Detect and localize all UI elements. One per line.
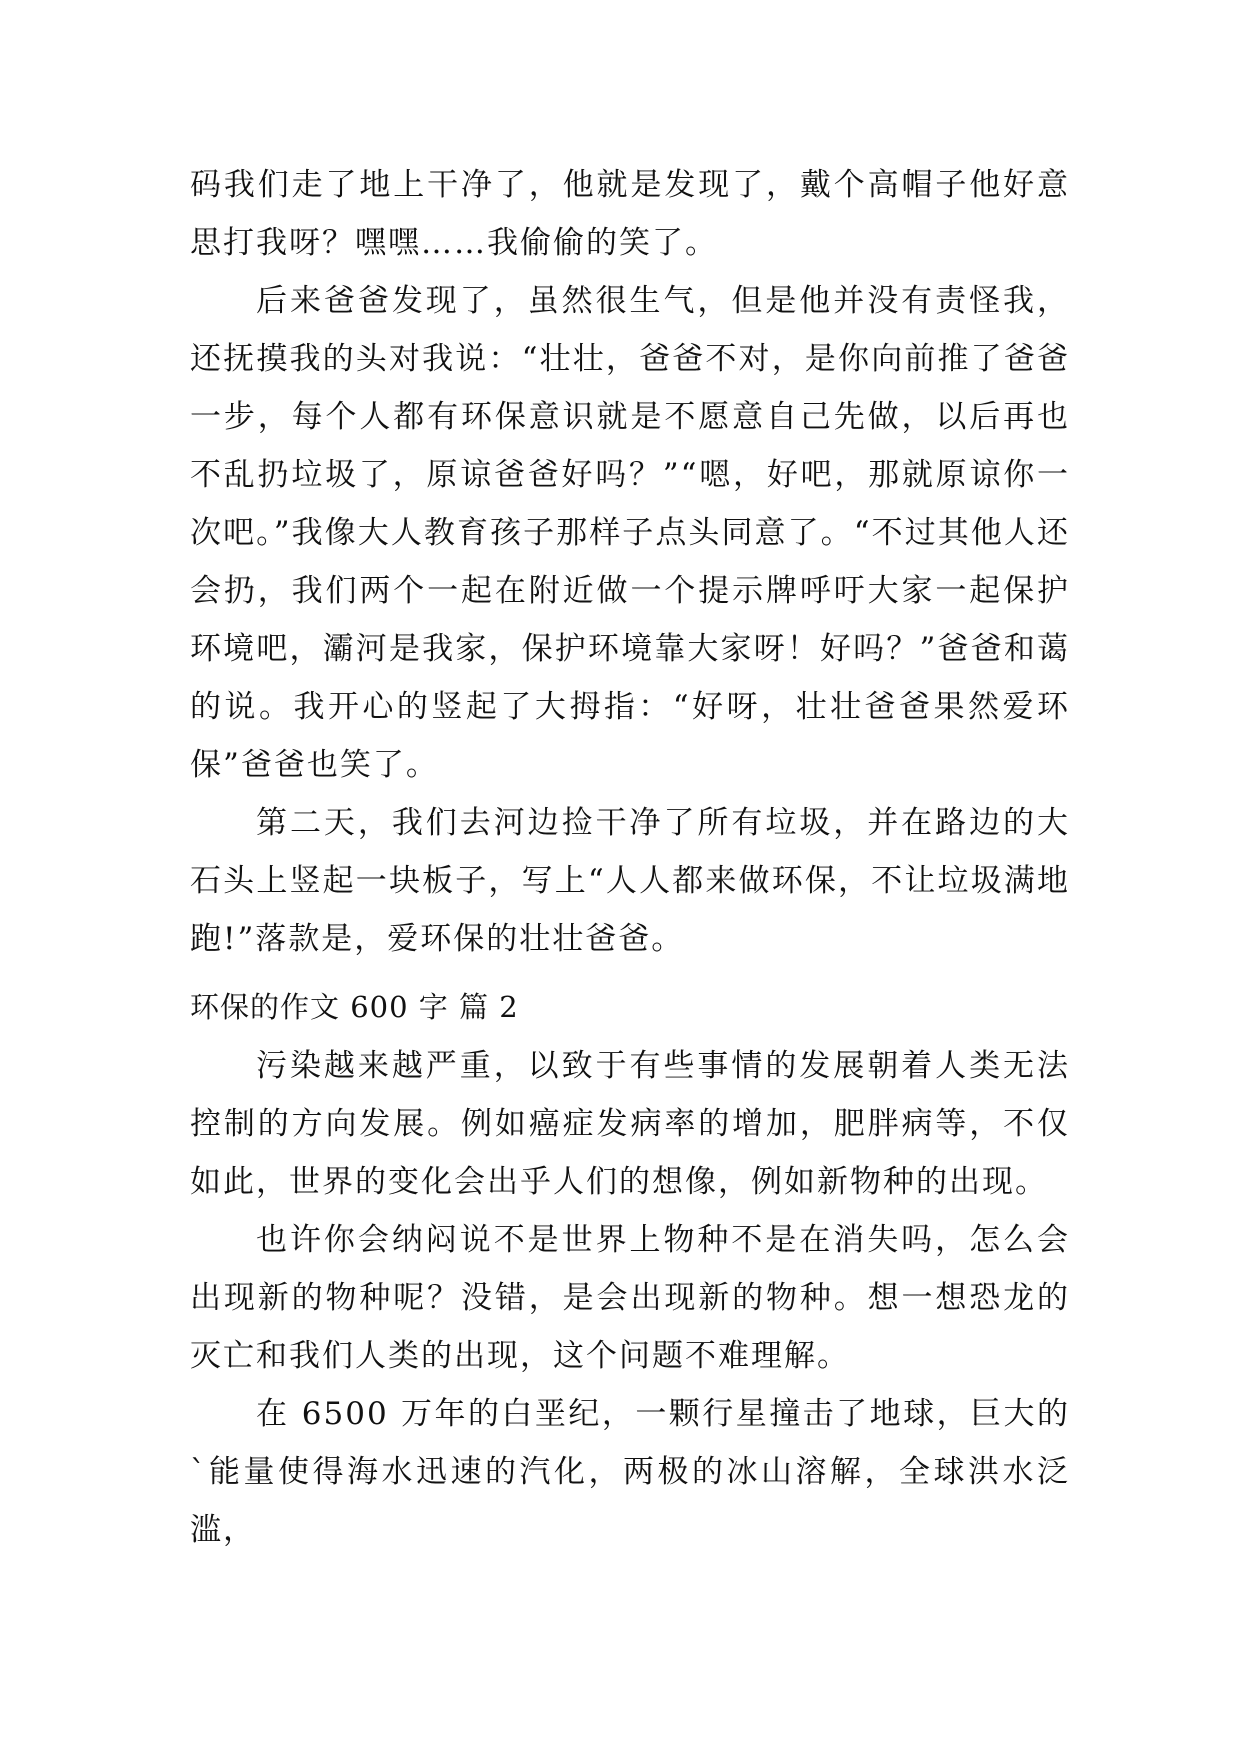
paragraph-next-day: 第二天，我们去河边捡干净了所有垃圾，并在路边的大石头上竖起一块板子，写上“人人都来做环保，不让垃圾满地跑!”落款是，爱环保的壮壮爸爸。 (190, 805, 1070, 957)
essay-section-2 (190, 1037, 1070, 1559)
paragraph-cretaceous: 在 6500 万年的白垩纪，一颗行星撞击了地球，巨大的`能量使得海水迅速的汽化，两极的冰山溶解，全球洪水泛滥， (190, 1396, 1070, 1548)
essay-section-1 (190, 156, 1070, 968)
essay-heading-2: 环保的作文 600 字 篇 2 (190, 990, 519, 1024)
paragraph-father-apology: 后来爸爸发现了，虽然很生气，但是他并没有责怪我，还抚摸我的头对我说：“壮壮，爸爸不对，是你向前推了爸爸一步，每个人都有环保意识就是不愿意自己先做，以后再也不乱扔垃圾了，原谅爸爸好吗？”“嗯，好吧，那就原谅你一次吧。”我像大人教育孩子那样子点头同意了。“不过其他人还会扔，我们两个一起在附近做一个提示牌呼吁大家一起保护环境吧，灞河是我家，保护环境靠大家呀！好吗？”爸爸和蔼的说。我开心的竖起了大拇指：“好呀，壮壮爸爸果然爱环保”爸爸也笑了。 (190, 283, 1070, 783)
paragraph-new-species: 也许你会纳闷说不是世界上物种不是在消失吗，怎么会出现新的物种呢？没错，是会出现新的物种。想一想恐龙的灭亡和我们人类的出现，这个问题不难理解。 (190, 1222, 1070, 1374)
paragraph-continued: 码我们走了地上干净了，他就是发现了，戴个高帽子他好意思打我呀？嘿嘿……我偷偷的笑了。 (190, 167, 1070, 261)
paragraph-pollution: 污染越来越严重，以致于有些事情的发展朝着人类无法控制的方向发展。例如癌症发病率的增加，肥胖病等，不仅如此，世界的变化会出乎人们的想像，例如新物种的出现。 (190, 1048, 1070, 1200)
